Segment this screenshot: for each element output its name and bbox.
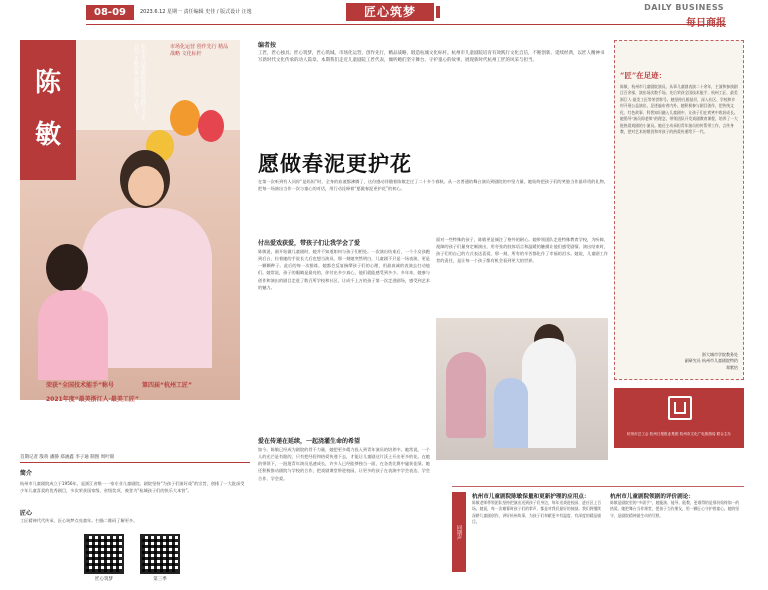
person-face (128, 166, 164, 206)
editor-note-label: 编者按 (258, 42, 277, 49)
header-rule (86, 24, 726, 25)
profile-intro-vertical: 杭州市儿童剧院培育有效践行 文化自信 不断创新 延续经典 工程人 (133, 44, 146, 121)
body-column: 面对一些特殊的孩子，陈敏更是倾注了格外的耐心。她带领团队走进特殊教育学校，为听障、视障的孩子们量身定制演出，用夸张的肢体语言和温暖的触摸让他们感受剧情。演出结束时，孩子们用自己的方式表达喜爱，那一刻，所有的辛苦都化作了幸福的泪水。她说，儿童剧工作者的责任，是让每一个孩子都有机会看到更大的世界。 (436, 237, 608, 264)
sidebar-sign-line: 副研究员 杭州市儿童剧院特约 (684, 358, 738, 364)
award-item: 2021年度“最美浙江人·最美工匠” (46, 396, 139, 403)
bottom-strip-tag: 同期声 (452, 492, 466, 572)
child-hair (46, 244, 88, 292)
theater-intro-label: 简介 (20, 470, 33, 477)
bottom-column-title: 杭州市儿童剧院陈敏保量和更新护理的应用点： (472, 494, 590, 500)
body-column: 陈敏说，刚开始做儿童剧时，她并不知道如何与孩子们相处。一次演出结束后，一个小女孩跑到后台，拉着她的手说长大后也想当演员。那一刻她突然明白，儿童剧不只是一场表演，更是一颗颗种子。此后的每一次排练，她都会反复揣摩孩子们的心理，用最真诚的表演去打动他们。她常说，孩子的眼睛是最亮的，你付出多少真心，他们就能感受到多少。多年来，她参与创作和演出的剧目走进了数百所学校和社区，让成千上万的孩子第一次走进剧场，感受到艺术的魅力。 (258, 249, 430, 290)
section-title-marker (436, 6, 440, 18)
sidebar-signature (662, 352, 738, 371)
portrait-photo (20, 40, 240, 400)
subhead-first: 付出爱戏获爱，带孩子们让我学会了爱 (258, 240, 361, 247)
teacher-figure (522, 338, 576, 448)
section-title: 匠心筑梦 (346, 3, 434, 21)
awards-list (20, 380, 240, 410)
organizer-caption: 杭州市总工会 杭州日报报业集团 杭州市文化广电旅游局 联合主办 (626, 432, 732, 436)
sidebar-sign-line: 浙大城市学院教务处 (702, 352, 738, 357)
sidebar-text: 陈敏，杭州市儿童剧院演员。从事儿童剧表演二十余年，主演和参演剧目百余部，演出场次数千场。先后荣获全国技术能手、杭州工匠、最美浙江人·最美工匠等荣誉称号。她坚持扎根基层，深入社区、学校和乡村开展公益演出，足迹遍布省内外。她积极参与剧目创作，把传统文化、红色故事、科普知识融入儿童剧中，让孩子们在欢笑中收获成长。她倡导“演员即老师”的理念，带领团队开发戏剧教育课程，培养了一大批热爱戏剧的小演员。她还主动承担青年演员的传帮带工作，言传身教，把对艺术的敬畏和对孩子的热爱传递给下一代。 (620, 84, 738, 135)
bottom-column-text: 陈敏是剧院里的“多面手”，她能演、能导、能教，更难得的是那份始终如一的热爱。她把舞台当作课堂，把孩子当作朋友，用一颗匠心守护着童心。她的坚守，是剧院精神最生动的写照。 (610, 500, 740, 518)
qr-code-icon[interactable] (140, 534, 180, 574)
child-body (38, 290, 108, 380)
name-char-first: 陈 (34, 68, 61, 98)
doll-figure (446, 352, 486, 438)
theater-intro-text: 杭州市儿童剧院成立于1956年，是浙江省唯一一家专业儿童剧院。剧院坚持“为孩子们演好戏”的宗旨，创排了一大批深受少年儿童喜爱的优秀剧目，多次荣获国家级、省级奖项，被誉为“杭城孩子们的快乐大本营”。 (20, 481, 245, 494)
bottom-divider (452, 486, 744, 487)
orange-balloon (170, 100, 200, 136)
qr-label: 匠心筑梦 (95, 577, 113, 582)
organizer-logo-inner-icon (674, 402, 686, 414)
sidebar-sign-line: 郑紫怡 (726, 364, 738, 370)
award-item: 第四届“杭州工匠” (142, 382, 192, 389)
collect-label: 匠心 (20, 510, 33, 517)
bottom-column-text: 陈敏老师带领团队坚持把演出送到孩子们身边，每年送戏进校园、进社区上百场。她说，每一次谢幕时孩子们的掌声，都是对我们最好的鼓励。我们将继续深耕儿童剧创作，讲好杭州故事，为孩子们奉献更多有温度、有深度的精品剧目。 (472, 500, 602, 525)
credits-rule (20, 462, 250, 463)
name-block (20, 40, 76, 180)
qr-code-icon[interactable] (84, 534, 124, 574)
red-balloon (198, 110, 224, 142)
main-headline: 愿做春泥更护花 (258, 151, 412, 176)
photo-tagline: 市场化运营 创作先行 精品战略 文化标杆 (170, 44, 229, 57)
issue-meta: 2023.6.12 星期一 责任编辑 史佳 / 版式设计 汪逸 (140, 9, 252, 15)
rehearsal-photo (436, 318, 608, 460)
subhead-second: 爱在传递在延续，一起浇灌生命的希望 (258, 438, 361, 445)
page-number: 08-09 (86, 5, 134, 20)
bottom-column-title: 杭州市儿童剧院领剧的评价剧论： (610, 494, 694, 500)
credits-line: 首期记者 殷蒋 潘静 郑涵鑫 李子通 制图 周叶锦 (20, 455, 115, 460)
award-item: 荣获“全国技术能手”称号 (46, 382, 114, 389)
child-figure (494, 378, 528, 448)
name-char-second: 敏 (34, 120, 61, 150)
intro-paragraph: 在第一次听到有人问你“是妈妈”时，全身的血液都沸腾了，这份感动伴随着陈敏走过了二十多个春秋。从一名普通的舞台演员到剧院的中坚力量，她始终把孩子们的笑脸当作最珍贵的礼物，把每一场演出当作一次与童心的对话，用行动诠释着“愿做春泥更护花”的初心。 (258, 179, 608, 192)
paper-name-en: DAILY BUSINESS (644, 3, 724, 12)
sidebar-title: “匠”在足迹： (620, 71, 667, 80)
qr-label: 第三季 (153, 577, 167, 582)
collect-text: 工匠精神代代传承，匠心筑梦点亮童年。扫描二维码了解更多。 (20, 518, 138, 523)
body-column: 如今，陈敏已经成为剧院的骨干力量，她把更多精力投入到青年演员的培养中。她常说，一个人的光芒是有限的，只有把经验和热爱传递下去，才能让儿童剧这片沃土开出更多的花。在她的带领下，一批批青年演员迅速成长，许多人已经能够独当一面，在各类比赛中屡获佳绩。她还积极推动剧院与学校的合作，把戏剧课堂带进校园，让更多的孩子在表演中学会表达、学会合作、学会爱。 (258, 447, 430, 481)
paper-name-cn (686, 14, 726, 29)
editor-note-text: 工匠，匠心独具；匠心筑梦，匠心筑城。市场化运营，创作先行，精品战略，锻造杭城文化标杆。杭州市儿童剧院培育有效践行文化自信，不断创新、延续经典，以匠人精神书写新时代文化传承的动人篇章。本期我们走近儿童剧院工匠代表，倾听她们坚守舞台、守护童心的故事，展现新时代杭州工匠的风采与担当。 (258, 51, 605, 64)
